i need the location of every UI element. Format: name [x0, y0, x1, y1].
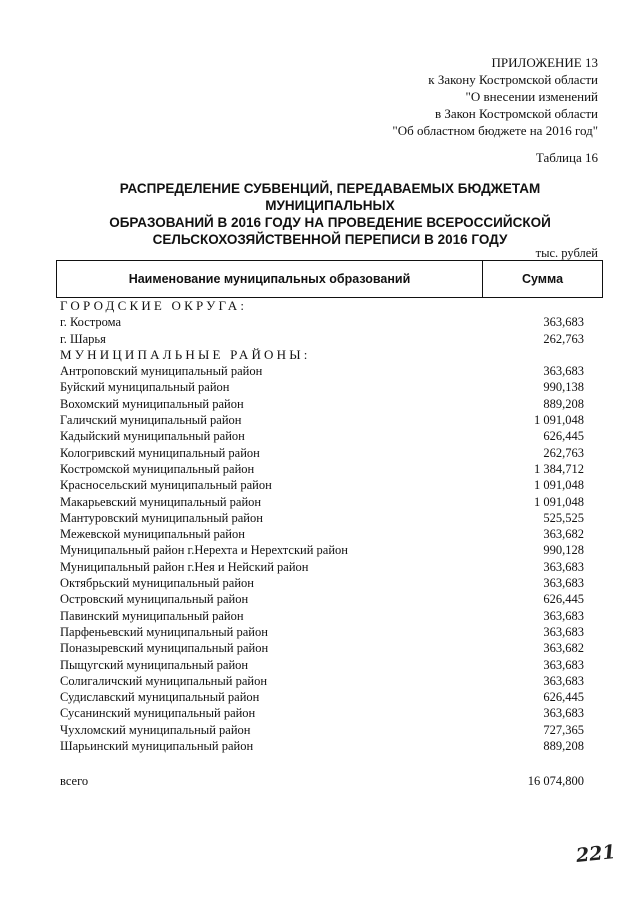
title-line: ОБРАЗОВАНИЙ В 2016 ГОДУ НА ПРОВЕДЕНИЕ ВСЕРОССИЙСКОЙ [109, 215, 551, 230]
amount-value: 363,683 [543, 657, 584, 672]
amount-value: 262,763 [543, 445, 584, 460]
table-row [60, 428, 605, 444]
municipality-name: Октябрьский муниципальный район [60, 576, 254, 591]
municipality-name: Кадыйский муниципальный район [60, 429, 245, 444]
appendix-header [392, 54, 598, 139]
municipality-name: Муниципальный район г.Нея и Нейский район [60, 559, 309, 574]
total-value: 16 074,800 [527, 774, 584, 788]
municipality-name: Костромской муниципальный район [60, 461, 255, 476]
municipality-name: Павинский муниципальный район [60, 608, 244, 623]
amount-value: 363,682 [543, 527, 584, 542]
amount-value: 1 091,048 [534, 413, 584, 428]
table-body [60, 298, 605, 754]
table-row [60, 559, 605, 575]
table-row [60, 412, 605, 428]
section-label: МУНИЦИПАЛЬНЫЕ РАЙОНЫ: [60, 346, 311, 362]
municipality-name: Солигаличский муниципальный район [60, 673, 268, 688]
appendix-line: "О внесении изменений [465, 89, 598, 104]
table-row [60, 379, 605, 395]
appendix-line: ПРИЛОЖЕНИЕ 13 [491, 55, 598, 70]
amount-value: 363,683 [543, 673, 584, 688]
table-row [60, 461, 605, 477]
column-header-name: Наименование муниципальных образований [57, 261, 483, 297]
amount-value: 1 091,048 [534, 494, 584, 509]
table-row [60, 331, 605, 347]
municipality-name: Вохомский муниципальный район [60, 396, 244, 411]
table-row [60, 705, 605, 721]
amount-value: 363,683 [543, 624, 584, 639]
amount-value: 990,128 [543, 543, 584, 558]
amount-value: 525,525 [543, 510, 584, 525]
amount-value: 626,445 [543, 690, 584, 705]
appendix-line: "Об областном бюджете на 2016 год" [392, 123, 598, 138]
amount-value: 1 091,048 [534, 478, 584, 493]
municipality-name: Парфеньевский муниципальный район [60, 624, 268, 639]
municipality-name: Шарьинский муниципальный район [60, 739, 254, 754]
amount-value: 626,445 [543, 592, 584, 607]
total-row [60, 773, 605, 789]
table-row [60, 510, 605, 526]
column-header-sum: Сумма [521, 272, 564, 286]
municipality-name: Галичский муниципальный район [60, 413, 242, 428]
amount-value: 363,683 [543, 576, 584, 591]
table-row [60, 542, 605, 558]
units-label: тыс. рублей [535, 246, 598, 260]
table-row [60, 640, 605, 656]
table-row [60, 314, 605, 330]
amount-value: 363,683 [543, 559, 584, 574]
municipality-name: Судиславский муниципальный район [60, 690, 260, 705]
municipality-name: Макарьевский муниципальный район [60, 494, 262, 509]
amount-value: 262,763 [543, 331, 584, 346]
municipality-name: Островский муниципальный район [60, 592, 249, 607]
table-number: Таблица 16 [535, 150, 598, 165]
title-line: РАСПРЕДЕЛЕНИЕ СУБВЕНЦИЙ, ПЕРЕДАВАЕМЫХ БЮДЖЕТАМ МУНИЦИПАЛЬНЫХ [119, 181, 541, 213]
municipality-name: Пыщугский муниципальный район [60, 657, 249, 672]
table-row [60, 494, 605, 510]
amount-value: 727,365 [543, 722, 584, 737]
table-row [60, 477, 605, 493]
table-row [60, 363, 605, 379]
total-label: всего [60, 774, 89, 788]
table-row [60, 657, 605, 673]
municipality-name: Сусанинский муниципальный район [60, 706, 256, 721]
table-row [60, 575, 605, 591]
municipality-name: г. Шарья [60, 331, 106, 346]
amount-value: 363,683 [543, 315, 584, 330]
municipality-name: Муниципальный район г.Нерехта и Нерехтский район [60, 543, 348, 558]
table-row [60, 608, 605, 624]
municipality-name: Мантуровский муниципальный район [60, 510, 263, 525]
amount-value: 626,445 [543, 429, 584, 444]
section-label: ГОРОДСКИЕ ОКРУГА: [60, 298, 248, 313]
table-row [60, 689, 605, 705]
title-line: СЕЛЬСКОХОЗЯЙСТВЕННОЙ ПЕРЕПИСИ В 2016 ГОДУ [152, 232, 508, 247]
handwritten-page-number: 221 [575, 840, 618, 868]
municipality-name: Межевской муниципальный район [60, 527, 245, 542]
municipality-name: г. Кострома [60, 315, 122, 330]
amount-value: 889,208 [543, 396, 584, 411]
appendix-line: к Закону Костромской области [428, 72, 598, 87]
municipality-name: Буйский муниципальный район [60, 380, 230, 395]
municipality-name: Поназыревский муниципальный район [60, 641, 269, 656]
section-header [60, 298, 605, 314]
table-row [60, 445, 605, 461]
municipality-name: Антроповский муниципальный район [60, 364, 263, 379]
appendix-line: в Закон Костромской области [434, 106, 598, 121]
table-row [60, 624, 605, 640]
amount-value: 363,683 [543, 364, 584, 379]
amount-value: 363,683 [543, 608, 584, 623]
municipality-name: Кологривский муниципальный район [60, 445, 260, 460]
amount-value: 889,208 [543, 739, 584, 754]
table-header [56, 260, 603, 298]
table-row [60, 673, 605, 689]
municipality-name: Чухломский муниципальный район [60, 722, 251, 737]
section-header [60, 347, 605, 363]
municipality-name: Красносельский муниципальный район [60, 478, 272, 493]
table-row [60, 396, 605, 412]
document-title [56, 180, 604, 248]
table-row [60, 738, 605, 754]
table-row [60, 722, 605, 738]
amount-value: 1 384,712 [534, 461, 584, 476]
amount-value: 363,683 [543, 706, 584, 721]
amount-value: 990,138 [543, 380, 584, 395]
table-row [60, 591, 605, 607]
amount-value: 363,682 [543, 641, 584, 656]
table-row [60, 526, 605, 542]
